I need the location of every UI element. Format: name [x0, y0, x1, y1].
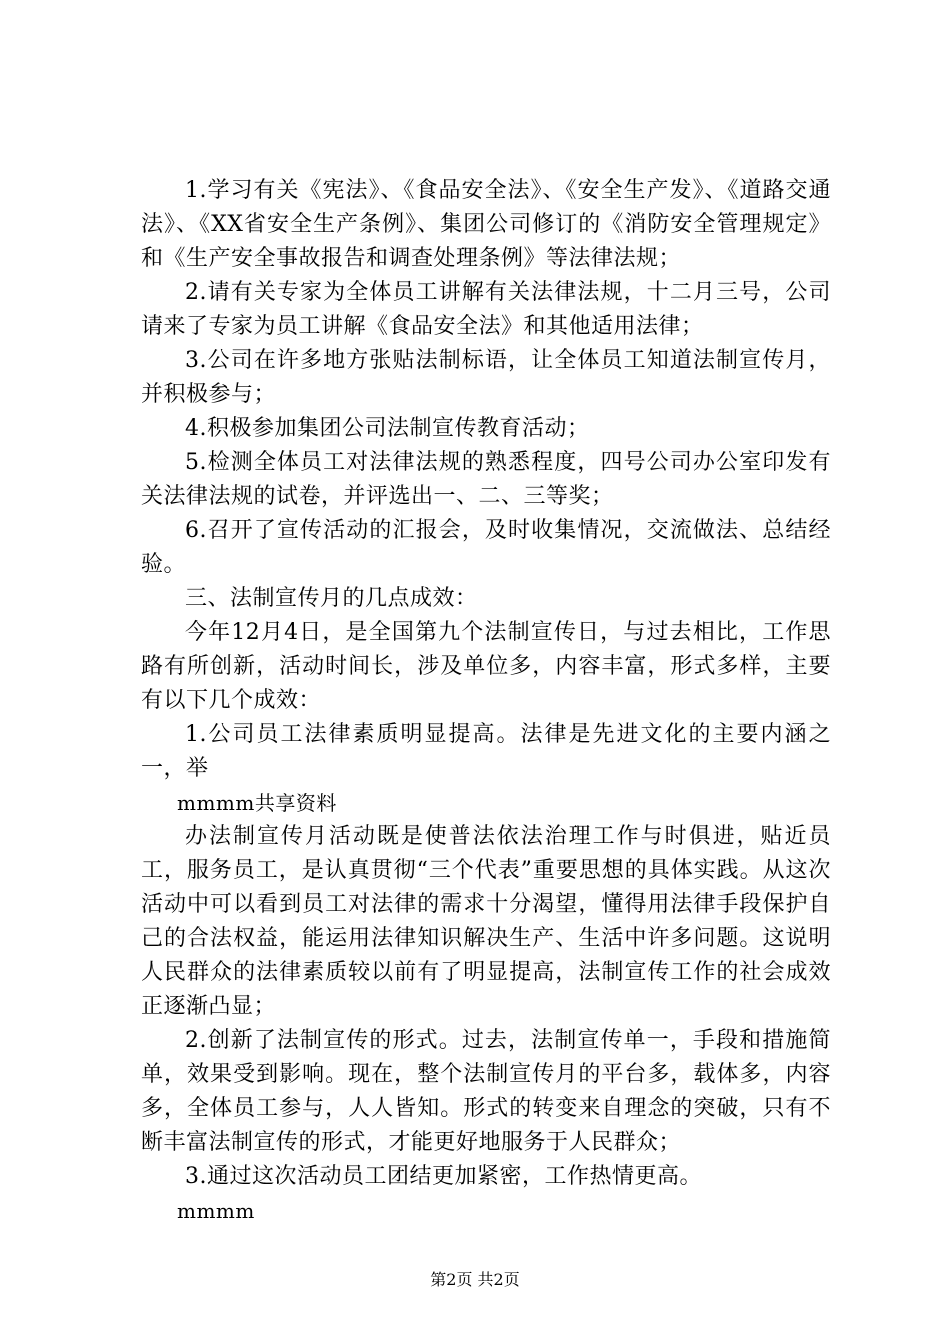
- paragraph-item-5: 5.检测全体员工对法律法规的熟悉程度，四号公司办公室印发有关法律法规的试卷，并评选出一、二、三等奖；: [141, 450, 831, 509]
- result-item-1-continued: 办法制宣传月活动既是使普法依法治理工作与时俱进，贴近员工，服务员工，是认真贯彻“三个代表”重要思想的具体实践。从这次活动中可以看到员工对法律的需求十分渴望，懂得用法律手段保护自己的合法权益，能运用法律知识解决生产、生活中许多问题。这说明人民群众的法律素质较以前有了明显提高，法制宣传工作的社会成效正逐渐凸显；: [141, 824, 831, 1019]
- section-heading: 三、法制宣传月的几点成效：: [185, 586, 478, 611]
- paragraph-item-3: 3.公司在许多地方张贴法制标语，让全体员工知道法制宣传月，并积极参与；: [141, 348, 831, 407]
- watermark-text: mmmm共享资料: [177, 791, 337, 815]
- result-item-1: 1.公司员工法律素质明显提高。法律是先进文化的主要内涵之一，举: [141, 722, 831, 781]
- document-body: [141, 174, 831, 1228]
- result-item-2: 2.创新了法制宣传的形式。过去，法制宣传单一，手段和措施简单，效果受到影响。现在，整个法制宣传月的平台多，载体多，内容多，全体员工参与，人人皆知。形式的转变来自理念的突破，只有不断丰富法制宣传的形式，才能更好地服务于人民群众；: [141, 1028, 831, 1155]
- result-item-3: 3.通过这次活动员工团结更加紧密，工作热情更高。: [185, 1164, 702, 1189]
- intro-paragraph: 今年12月4日，是全国第九个法制宣传日，与过去相比，工作思路有所创新，活动时间长，涉及单位多，内容丰富，形式多样，主要有以下几个成效：: [141, 620, 831, 713]
- paragraph-item-2: 2.请有关专家为全体员工讲解有关法律法规，十二月三号，公司请来了专家为员工讲解《食品安全法》和其他适用法律；: [141, 280, 831, 339]
- watermark-text-end: mmmm: [177, 1199, 255, 1223]
- paragraph-item-1: 1.学习有关《宪法》、《食品安全法》、《安全生产发》、《道路交通法》、《XX省安全生产条例》、集团公司修订的《消防安全管理规定》和《生产安全事故报告和调查处理条例》等法律法规；: [141, 178, 831, 271]
- paragraph-item-4: 4.积极参加集团公司法制宣传教育活动；: [185, 416, 590, 441]
- paragraph-item-6: 6.召开了宣传活动的汇报会，及时收集情况，交流做法、总结经验。: [141, 518, 831, 577]
- page-footer: 第2页 共2页: [430, 1270, 520, 1289]
